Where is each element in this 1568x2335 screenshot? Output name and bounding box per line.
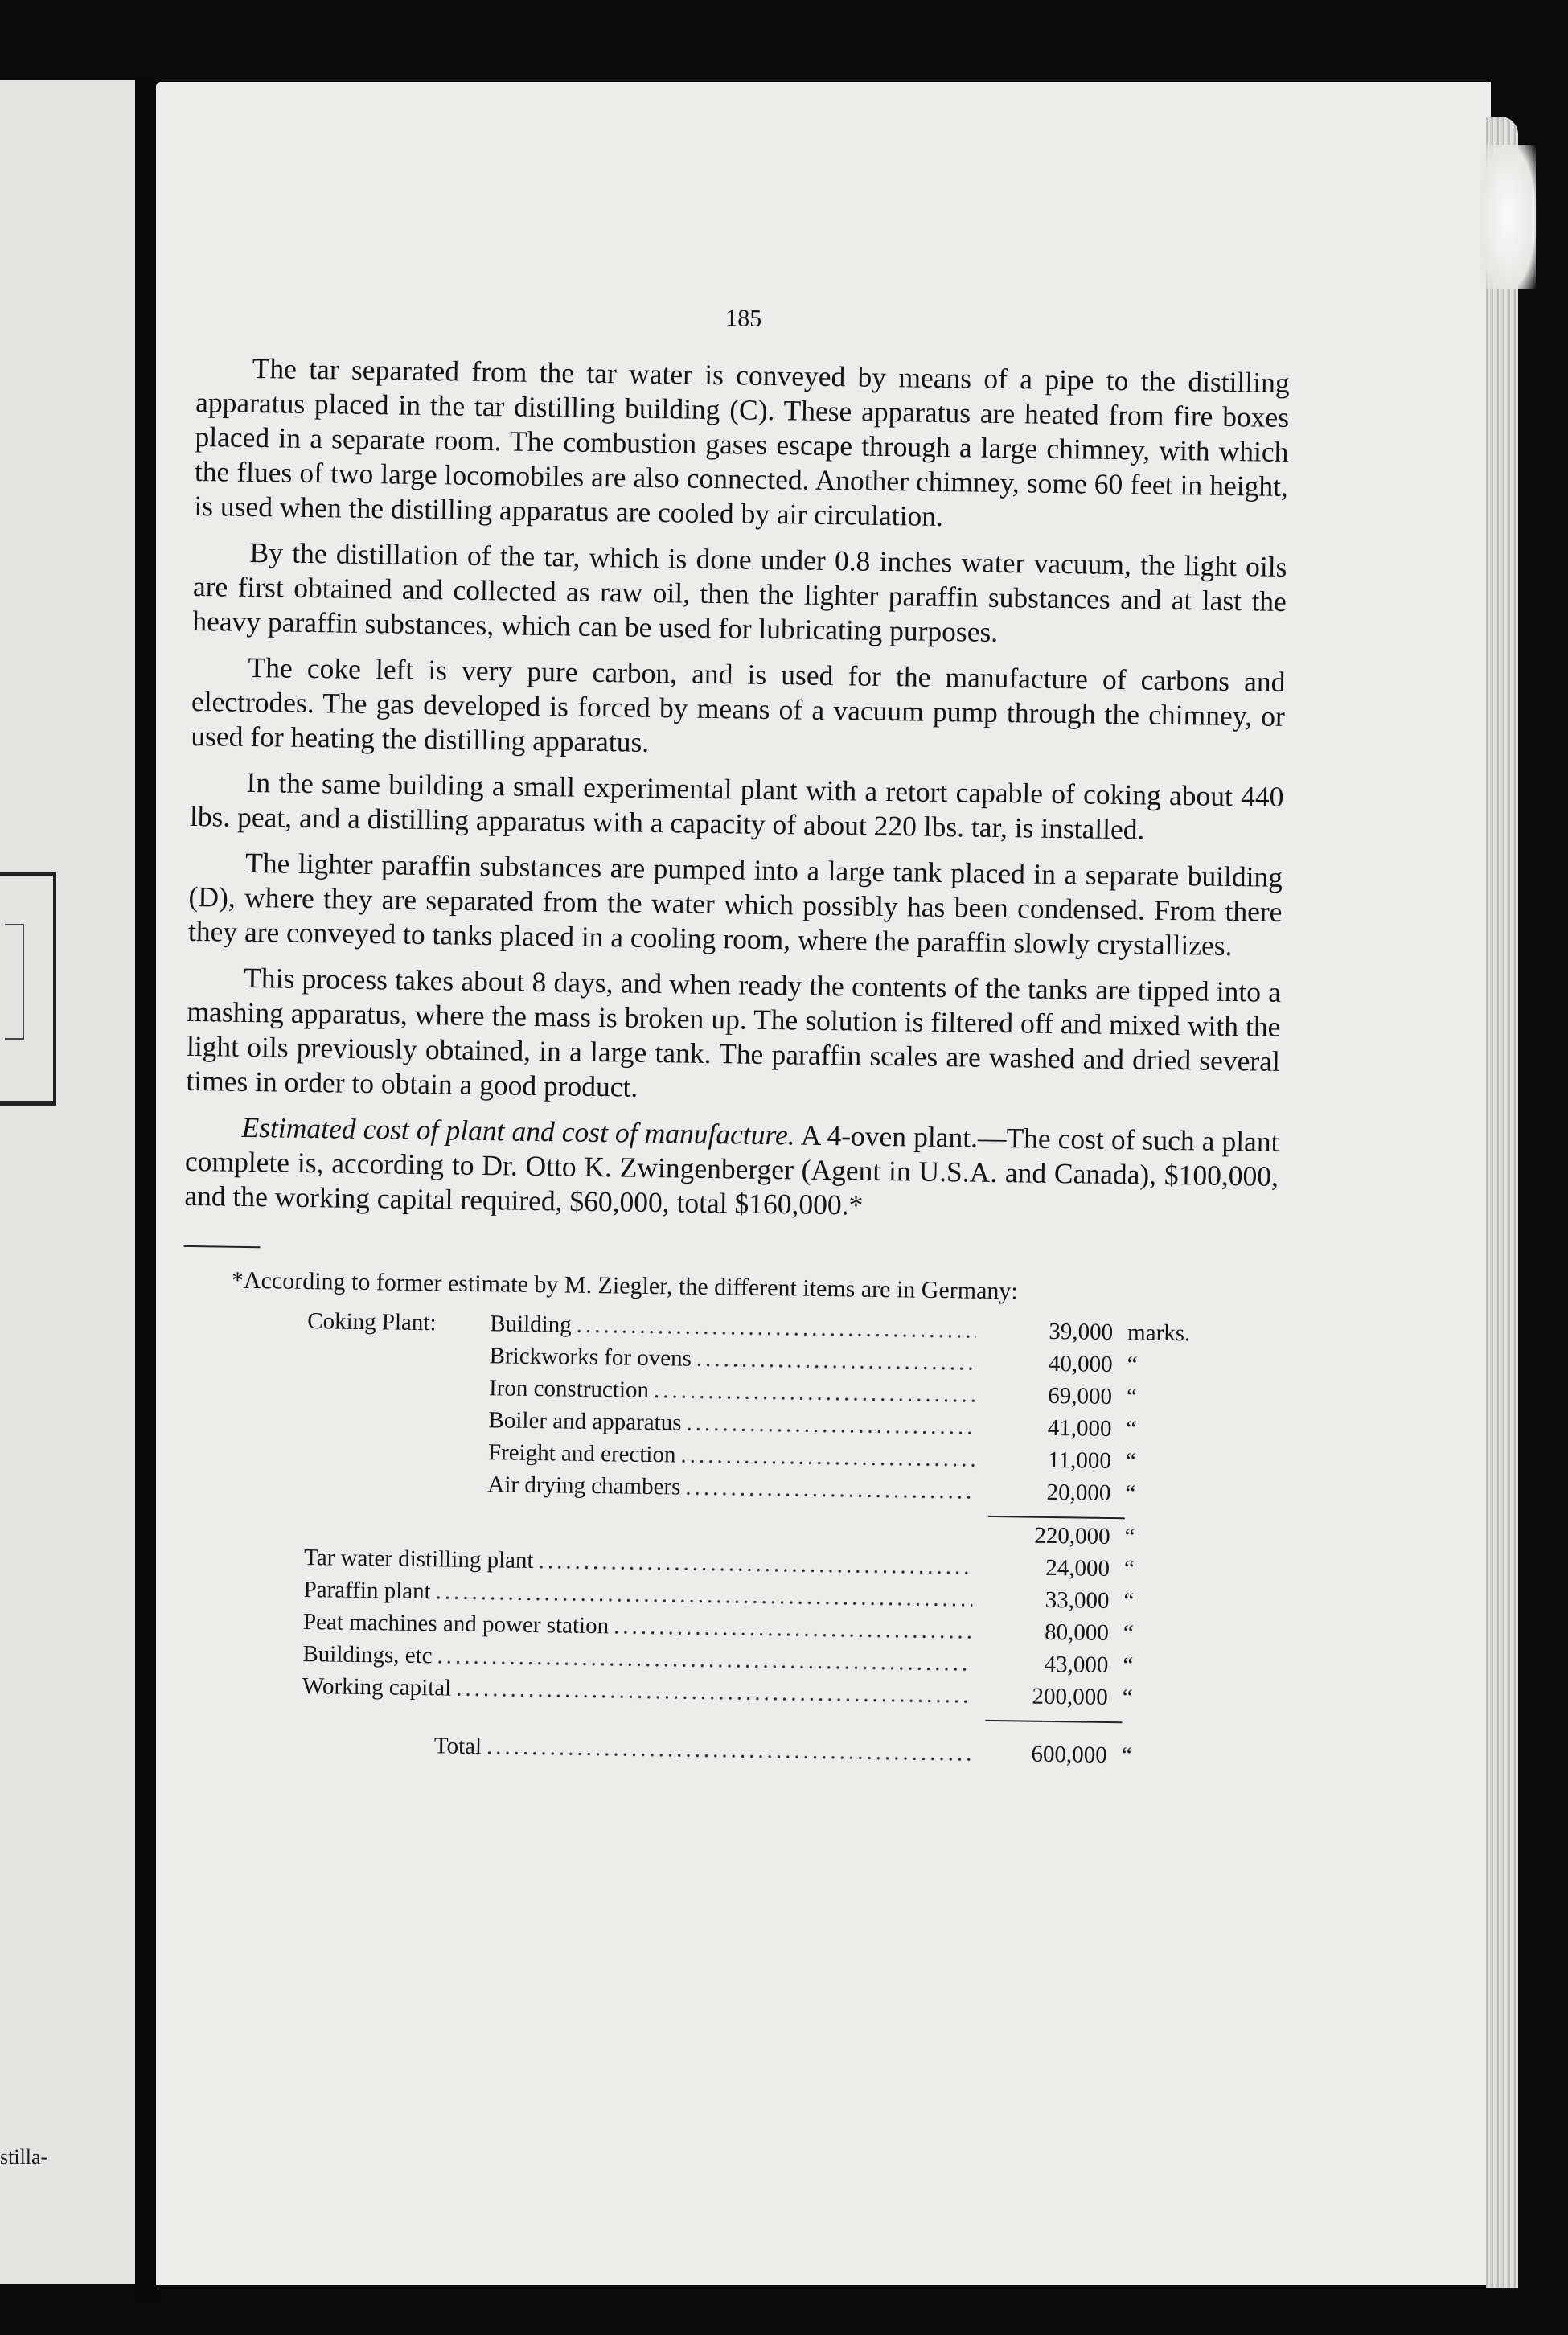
page-content: [177, 298, 1291, 1777]
cost-item-unit: “: [1122, 1685, 1133, 1711]
subtotal-amount: 220,000: [1034, 1522, 1110, 1550]
figure-inner-frame: [5, 924, 24, 1040]
cost-item-label: Air drying chambers: [487, 1471, 681, 1500]
group-label: Coking Plant:: [307, 1308, 437, 1336]
cost-item-unit: marks.: [1127, 1319, 1191, 1347]
paragraph: The tar separated from the tar water is conveyed by means of a pipe to the distilling apparatus placed in the tar distilling building (C). These apparatus are heated from fire boxes placed in a separate room. The combustion gases escape through a large chimney, with which the flues of two large locomobiles are also connected. Another chimney, some 60 feet in height, is used when the distilling apparatus are cooled by air circulation.: [194, 351, 1290, 532]
cost-item-unit: “: [1125, 1480, 1136, 1507]
cost-item-amount: 80,000: [1044, 1619, 1110, 1646]
paragraph: This process takes about 8 days, and when ready the contents of the tanks are tipped into a mashing apparatus, where the mass is broken up. The solution is filtered off and mixed with the light oils previously obtained, in a large tank. The paraffin scales are washed and dried several times in order to obtain a good product.: [186, 961, 1282, 1103]
cost-item-unit: “: [1127, 1352, 1138, 1378]
total-unit: “: [1121, 1742, 1132, 1769]
cost-item-label: Tar water distilling plant: [303, 1545, 534, 1574]
cost-item-label: Working capital: [302, 1672, 452, 1701]
cost-table: [302, 1308, 1217, 1776]
book-spine: [135, 80, 158, 2300]
cost-item-label: Iron construction: [488, 1375, 650, 1403]
group-label: [306, 1457, 488, 1459]
cost-item-label: Boiler and apparatus: [488, 1407, 682, 1436]
cost-item-unit: “: [1126, 1416, 1137, 1442]
left-page-text-snippet: stilla-: [0, 2145, 48, 2169]
left-page-figure-fragment: [0, 872, 56, 1106]
cost-item-amount: 40,000: [1048, 1350, 1113, 1378]
cost-item-unit: “: [1123, 1556, 1135, 1582]
cost-item-label: Paraffin plant: [303, 1577, 431, 1605]
footnote: *According to former estimate by M. Ziegler, the different items are in Germany:: [231, 1266, 1018, 1305]
total-label: Total: [433, 1733, 482, 1760]
group-label: [306, 1425, 488, 1427]
cost-item-amount: 43,000: [1044, 1651, 1109, 1678]
subtotal-unit: “: [1124, 1524, 1135, 1550]
cost-item-unit: “: [1123, 1652, 1134, 1679]
cost-item-unit: “: [1125, 1448, 1137, 1475]
cost-item-unit: “: [1126, 1384, 1138, 1410]
cost-item-label: Building: [489, 1311, 572, 1338]
cost-item-amount: 39,000: [1049, 1318, 1114, 1346]
paragraph: In the same building a small experimental plant with a retort capable of coking about 440 lbs. peat, and a distilling apparatus with a capacity of about 220 lbs. tar, is installed.: [189, 765, 1284, 846]
other-items: [302, 1545, 1213, 1718]
cost-item-unit: “: [1123, 1588, 1135, 1615]
figure-dashed-edge: [53, 900, 56, 1077]
paragraph: By the distillation of the tar, which is done under 0.8 inches water vacuum, the light oils are first obtained and collected as raw oil, then the lighter paraffin substances and at last the heavy paraffin substances, which can be used for lubricating purposes.: [192, 536, 1287, 648]
total-amount: 600,000: [1031, 1741, 1108, 1768]
page-edges: [1486, 117, 1518, 2288]
scan-glare: [1480, 145, 1536, 289]
group-label: [306, 1393, 489, 1395]
paragraph: The lighter paraffin substances are pumped into a large tank placed in a separate building (D), where they are separated from the water which possibly has been condensed. From there they are conveyed to tanks placed in a cooling room, where the paraffin slowly crystallizes.: [187, 846, 1283, 962]
cost-item-label: Buildings, etc: [302, 1641, 433, 1669]
group-label: [305, 1489, 487, 1492]
footnote-rule: [184, 1245, 261, 1248]
page-number: 185: [724, 305, 762, 332]
cost-item-label: Peat machines and power station: [302, 1609, 610, 1639]
estimate-paragraph: [184, 1110, 1279, 1229]
paragraph: The coke left is very pure carbon, and is used for the manufacture of carbons and electrodes. The gas developed is forced by means of a vacuum pump through the chimney, or used for heating the distilling apparatus.: [191, 650, 1286, 758]
cost-item-amount: 11,000: [1048, 1447, 1112, 1475]
group-label: [307, 1360, 490, 1363]
cost-item-amount: 24,000: [1045, 1554, 1110, 1582]
cost-item-amount: 69,000: [1048, 1382, 1113, 1410]
cost-item-amount: 33,000: [1045, 1586, 1110, 1614]
cost-item-label: Brickworks for ovens: [489, 1343, 692, 1372]
cost-item-amount: 200,000: [1032, 1683, 1109, 1710]
left-page: [0, 80, 138, 2284]
cost-item-amount: 20,000: [1046, 1479, 1111, 1507]
estimate-heading: Estimated cost of plant and cost of manufacture.: [241, 1110, 795, 1151]
estimate-text: A 4-oven plant.—The cost of such a plant complete is, according to Dr. Otto K. Zwingenberger (Agent in U.S.A. and Canada), $100,000, and the working capital required, $60,000, total $160,000.*: [184, 1118, 1279, 1221]
cost-item-label: Freight and erection: [487, 1439, 676, 1468]
cost-item-amount: 41,000: [1047, 1414, 1112, 1442]
cost-item-unit: “: [1123, 1620, 1135, 1647]
coking-plant-items: [305, 1308, 1216, 1514]
